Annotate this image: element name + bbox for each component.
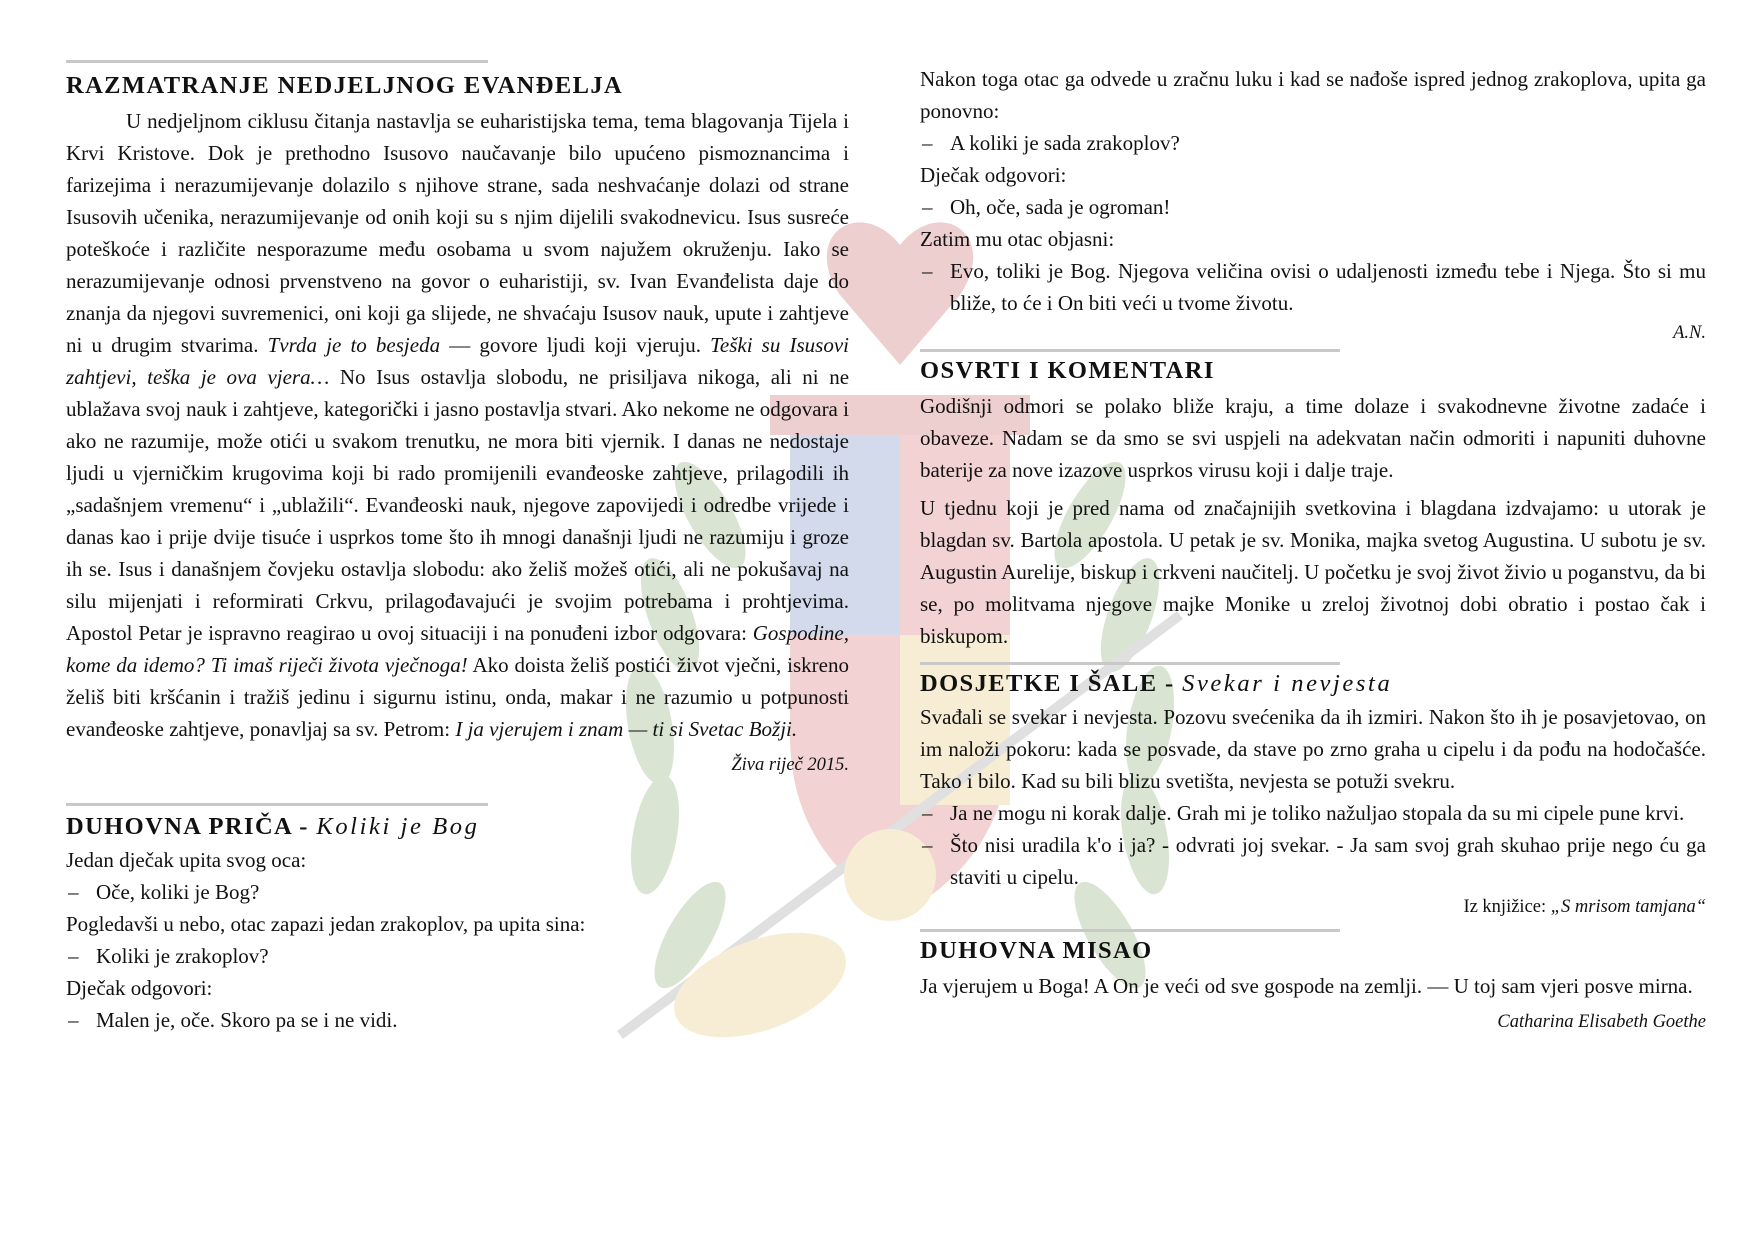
dialogue-line bbox=[920, 191, 1706, 223]
dash-marker: – bbox=[68, 880, 79, 904]
reflection-body bbox=[66, 105, 849, 745]
dialogue-text: Oh, oče, sada je ogroman! bbox=[950, 195, 1171, 219]
dialogue-line bbox=[920, 255, 1706, 319]
dash-marker: – bbox=[922, 195, 933, 219]
section-rule bbox=[66, 803, 488, 806]
title-separator: - bbox=[1157, 670, 1183, 697]
reflection-source: Živa riječ 2015. bbox=[731, 755, 849, 775]
dash-marker: – bbox=[68, 1008, 79, 1032]
reflection-text: U nedjeljnom ciklusu čitanja nastavlja se euharistijska tema, tema blagovanja Tijela i Krvi Kristove. Dok je prethodno Isusovo naučavanje bilo upućeno pismoznancima i farizejima i nerazumijevanje dolazilo s njihove strane, sada neshvaćanje dolazi od strane Isusovih učenika, nerazumijevanje od onih koji su s njim dijelili svakodnevicu. Isus susreće poteškoće i različite nesporazume među osobama u svom najužem okruženju. Iako se nerazumijevanje odnosi prvenstveno na govor o euharistiji, sv. Ivan Evanđelista daje do znanja da njegovi suvremenici, oni koji ga slijede, ne shvaćaju Isusov nauk, upute i zahtjeve ni u drugim stvarima. bbox=[66, 109, 849, 357]
story-intro: Jedan dječak upita svog oca: bbox=[66, 848, 307, 872]
title-separator: - bbox=[291, 813, 317, 840]
jokes-source bbox=[920, 893, 1706, 921]
reflection-title-text: RAZMATRANJE NEDJELJNOG EVANĐELJA bbox=[66, 72, 624, 99]
section-title-comments bbox=[920, 354, 1706, 388]
jokes-paragraph: Svađali se svekar i nevjesta. Pozovu svećenika da ih izmiri. Nakon što ih je posavjetovao, on im naloži pokoru: kada se posvade, da stave po zrno graha u cipelu i da pođu na hodočašće. Tako i bilo. Kad su bili blizu svetišta, nevjesta se potuži svekru. bbox=[920, 705, 1706, 793]
reflection-quote: Tvrda je to besjeda bbox=[267, 333, 441, 357]
dash-marker: – bbox=[922, 131, 933, 155]
dialogue-text: Evo, toliki je Bog. Njegova veličina ovisi o udaljenosti između tebe i Njega. Što si mu bliže, to će i On biti veći u tvome životu. bbox=[950, 259, 1706, 315]
dialogue-line bbox=[920, 797, 1706, 829]
section-rule bbox=[920, 349, 1340, 352]
section-rule bbox=[66, 60, 488, 63]
section-title-jokes bbox=[920, 667, 1706, 701]
dash-marker: – bbox=[922, 833, 933, 857]
section-rule bbox=[920, 929, 1340, 932]
section-title-reflection bbox=[66, 69, 849, 103]
thought-title-text: DUHOVNA MISAO bbox=[920, 937, 1153, 964]
jokes-title-text: DOSJETKE I ŠALE bbox=[920, 670, 1158, 697]
dialogue-line bbox=[66, 940, 849, 972]
jokes-source-prefix: Iz knjižice: bbox=[1463, 897, 1551, 917]
story-subtitle: Koliki je Bog bbox=[316, 813, 480, 840]
section-rule bbox=[920, 662, 1340, 665]
dash-marker: – bbox=[922, 259, 933, 283]
story-narration: Zatim mu otac objasni: bbox=[920, 227, 1115, 251]
comments-paragraph: Godišnji odmori se polako bliže kraju, a time dolaze i svakodnevne životne zadaće i obaveze. Nadam se da smo se svi uspjeli na adekvatan način odmoriti i napuniti duhovne baterije za nove izazove usprkos virusu koji i dalje traje. bbox=[920, 394, 1706, 482]
dialogue-line bbox=[920, 127, 1706, 159]
jokes-source-title: „S mrisom tamjana“ bbox=[1550, 897, 1706, 917]
dialogue-line bbox=[920, 829, 1706, 893]
section-title-thought bbox=[920, 934, 1706, 968]
comments-paragraph: U tjednu koji je pred nama od značajnijih svetkovina i blagdana izdvajamo: u utorak je blagdan sv. Bartola apostola. U petak je sv. Monika, majka svetog Augustina. U subotu je sv. Augustin Aurelije, biskup i crkveni naučitelj. U početku je svoj život živio u poganstvu, da bi se, po molitvama njegove majke Monike u zreloj životnoj dobi obratio i postao čak i biskupom. bbox=[920, 496, 1706, 648]
dialogue-text: Što nisi uradila k'o i ja? - odvrati joj svekar. - Ja sam svoj grah skuhao prije nego ću ga staviti u cipelu. bbox=[950, 833, 1706, 889]
reflection-text: No Isus ostavlja slobodu, ne prisiljava nikoga, ali ni ne ublažava svoj nauk i zahtjeve, kategorički i jasno postavlja stvari. Ako nekome ne odgovara i ako ne razumije, može otići u svakom trenutku, ne mora biti vjernik. I danas ne nedostaje ljudi u vjerničkim krugovima koji bi rado promijenili evanđeoske zahtjeve, prilagodili ih „sadašnjem vremenu“ i „ublažili“. Evanđeoski nauk, njegove zapovijedi i odredbe vrijede i danas kao i prije dvije tisuće i usprkos tome što ih mnogi današnji ljudi ne razumiju i groze ih se. Isus i današnjem čovjeku ostavlja slobodu: ako želiš možeš otići, ali ne pokušavaj na silu mijenjati i reformirati Crkvu, prilagođavajući je svojim potrebama i prohtjevima. Apostol Petar je ispravno reagirao u ovoj situaciji i na ponuđeni izbor odgovara: bbox=[66, 365, 850, 645]
dash-marker: – bbox=[922, 801, 933, 825]
reflection-text: Ako doista želiš postići život vječni, iskreno želiš biti kršćanin i tražiš jedinu i sigurnu istinu, onda, makar i ne razumio u potpunosti evanđeoske zahtjeve, ponavljaj sa sv. Petrom: bbox=[66, 653, 849, 741]
dialogue-text: Oče, koliki je Bog? bbox=[96, 880, 260, 904]
dialogue-text: A koliki je sada zrakoplov? bbox=[950, 131, 1180, 155]
story-continuation: Nakon toga otac ga odvede u zračnu luku i kad se nađoše ispred jednog zrakoplova, upita ga ponovno: bbox=[920, 67, 1706, 123]
story-narration: Pogledavši u nebo, otac zapazi jedan zrakoplov, pa upita sina: bbox=[66, 912, 586, 936]
story-title-text: DUHOVNA PRIČA bbox=[66, 813, 292, 840]
left-column bbox=[66, 0, 849, 1036]
section-title-story bbox=[66, 810, 849, 844]
thought-author: Catharina Elisabeth Goethe bbox=[1497, 1012, 1706, 1032]
dialogue-text: Malen je, oče. Skoro pa se i ne vidi. bbox=[96, 1008, 398, 1032]
reflection-quote: Gospodine, kome da idemo? Ti imaš riječi života vječnoga! bbox=[66, 621, 849, 677]
reflection-quote: I ja vjerujem i znam — ti si Svetac Božji. bbox=[455, 717, 798, 741]
reflection-quote: Teški su Isusovi zahtjevi, teška je ova vjera… bbox=[66, 333, 849, 389]
story-source: A.N. bbox=[1673, 323, 1706, 343]
thought-text: Ja vjerujem u Boga! A On je veći od sve gospode na zemlji. — U toj sam vjeri posve mirna. bbox=[920, 974, 1693, 998]
jokes-subtitle: Svekar i nevjesta bbox=[1182, 670, 1393, 697]
story-narration: Dječak odgovori: bbox=[66, 976, 213, 1000]
dialogue-line bbox=[66, 1004, 849, 1036]
comments-title-text: OSVRTI I KOMENTARI bbox=[920, 357, 1215, 384]
right-column bbox=[920, 0, 1706, 1036]
reflection-text: — govore ljudi koji vjeruju. bbox=[440, 333, 711, 357]
dialogue-text: Koliki je zrakoplov? bbox=[96, 944, 269, 968]
dash-marker: – bbox=[68, 944, 79, 968]
dialogue-text: Ja ne mogu ni korak dalje. Grah mi je toliko nažuljao stopala da su mi cipele pune krvi. bbox=[950, 801, 1685, 825]
story-narration: Dječak odgovori: bbox=[920, 163, 1067, 187]
dialogue-line bbox=[66, 876, 849, 908]
